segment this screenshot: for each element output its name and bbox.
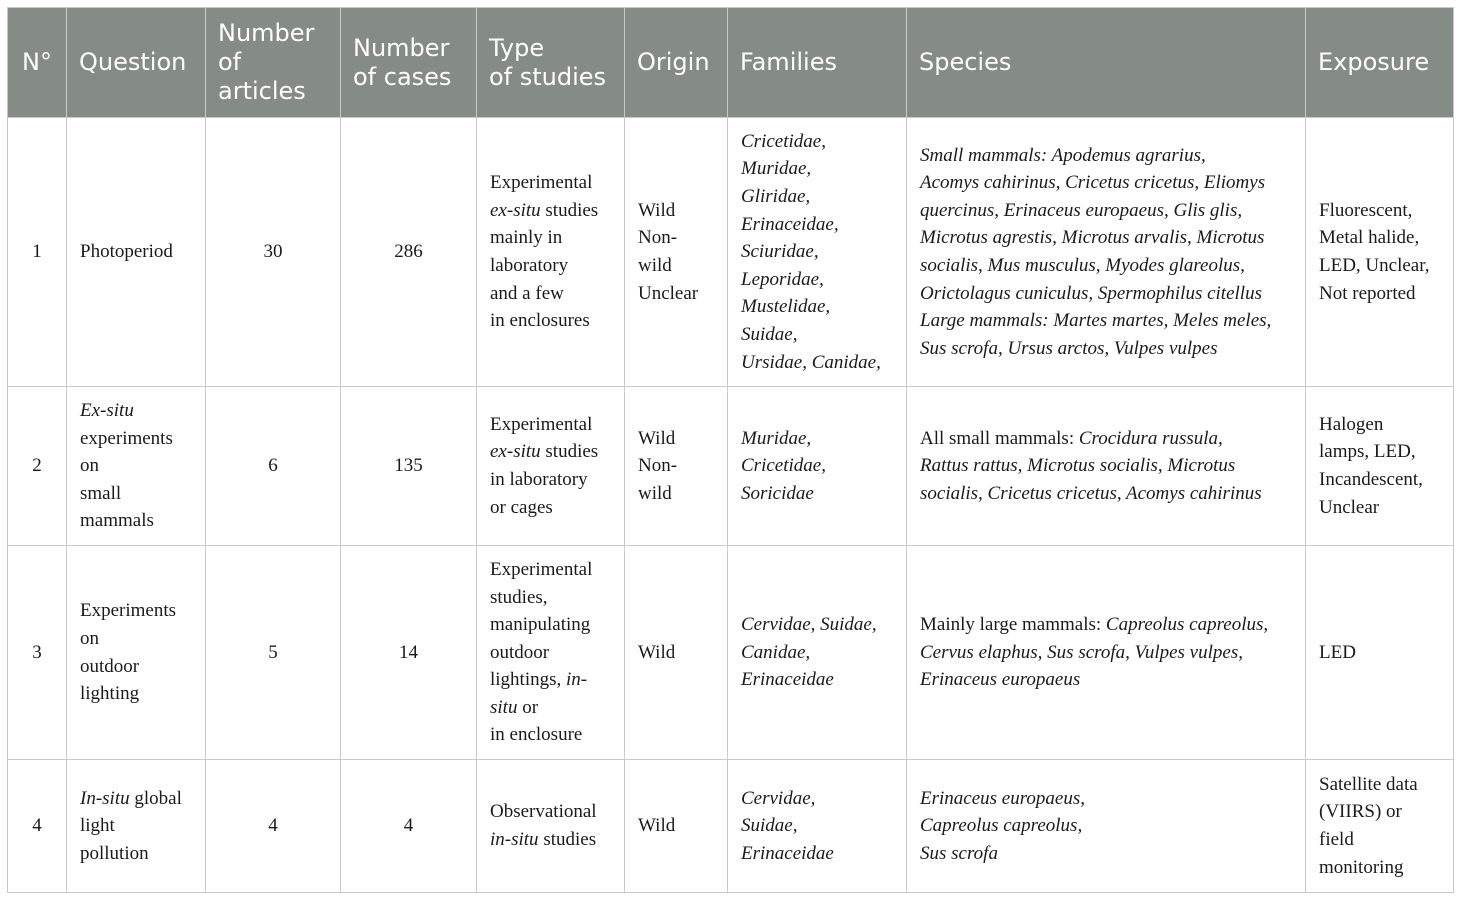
table-row bbox=[8, 546, 1454, 760]
text-run: Muridae, Cricetidae, Soricidae bbox=[741, 427, 826, 504]
text-run: Large mammals: bbox=[920, 310, 1054, 332]
text-run: Crocidura russula, Rattus rattus, Microtus socialis, Microtus socialis, Cricetus cricetus, Acomys cahirinus bbox=[920, 427, 1262, 504]
cell-articles: 30 bbox=[206, 118, 341, 387]
table-row bbox=[8, 118, 1454, 387]
cell-origin: Wild Non- wild bbox=[625, 387, 728, 546]
cell-origin: Wild bbox=[625, 760, 728, 893]
text-run: Capreolus capreolus, Cervus elaphus, Sus scrofa, Vulpes vulpes, Erinaceus europaeus bbox=[920, 614, 1269, 691]
cell-origin: Wild Non- wild Unclear bbox=[625, 118, 728, 387]
cell-number: 2 bbox=[8, 387, 67, 546]
cell-species bbox=[907, 546, 1306, 760]
cell-families bbox=[728, 118, 907, 387]
cell-species bbox=[907, 760, 1306, 893]
text-run: Mainly large mammals: bbox=[920, 614, 1106, 636]
header-articles: Number of articles bbox=[206, 8, 341, 118]
cell-exposure: LED bbox=[1306, 546, 1454, 760]
header-exposure: Exposure bbox=[1306, 8, 1454, 118]
cell-families bbox=[728, 760, 907, 893]
cell-type bbox=[477, 387, 625, 546]
text-run: Experimental bbox=[490, 413, 593, 435]
text-run: Experimental studies, manipulating outdoor lightings, bbox=[490, 558, 593, 691]
cell-question bbox=[67, 546, 206, 760]
text-run: Observational bbox=[490, 801, 597, 823]
cell-type bbox=[477, 546, 625, 760]
header-number: N° bbox=[8, 8, 67, 118]
cell-families bbox=[728, 387, 907, 546]
text-run: in- situ bbox=[490, 669, 588, 718]
cell-number: 4 bbox=[8, 760, 67, 893]
header-question: Question bbox=[67, 8, 206, 118]
cell-number: 3 bbox=[8, 546, 67, 760]
text-run: All small mammals: bbox=[920, 427, 1079, 449]
text-run: ex-situ bbox=[490, 199, 541, 221]
text-run: or in enclosure bbox=[490, 696, 583, 746]
text-run: Cricetidae, Muridae, Gliridae, Erinaceidae, Sciuridae, Leporidae, Mustelidae, Suidae, Ursidae, Canidae, bbox=[741, 130, 881, 373]
cell-cases: 4 bbox=[341, 760, 477, 893]
text-run: Photoperiod bbox=[80, 241, 173, 263]
text-run: Martes martes, Meles meles, Sus scrofa, Ursus arctos, Vulpes vulpes bbox=[920, 310, 1272, 359]
cell-question bbox=[67, 387, 206, 546]
cell-exposure: Halogen lamps, LED, Incandescent, Unclear bbox=[1306, 387, 1454, 546]
cell-type bbox=[477, 118, 625, 387]
header-type: Type of studies bbox=[477, 8, 625, 118]
cell-species bbox=[907, 118, 1306, 387]
table-body bbox=[8, 118, 1454, 893]
text-run: studies in laboratory or cages bbox=[490, 441, 599, 518]
cell-number: 1 bbox=[8, 118, 67, 387]
cell-species bbox=[907, 387, 1306, 546]
cell-families bbox=[728, 546, 907, 760]
text-run: Cervidae, Suidae, Canidae, Erinaceidae bbox=[741, 614, 877, 691]
header-families: Families bbox=[728, 8, 907, 118]
header-cases: Number of cases bbox=[341, 8, 477, 118]
text-run: in-situ bbox=[490, 829, 539, 850]
text-run: In-situ bbox=[80, 787, 130, 809]
text-run: Small mammals: bbox=[920, 144, 1052, 166]
cell-cases: 14 bbox=[341, 546, 477, 760]
cell-exposure: Fluorescent, Metal halide, LED, Unclear, Not reported bbox=[1306, 118, 1454, 387]
text-run: studies bbox=[538, 829, 597, 850]
text-run: studies mainly in laboratory and a few in enclosures bbox=[490, 199, 599, 332]
table-row bbox=[8, 760, 1454, 893]
header-origin: Origin bbox=[625, 8, 728, 118]
text-run: Experimental bbox=[490, 172, 593, 194]
cell-cases: 286 bbox=[341, 118, 477, 387]
text-run: Ex-situ bbox=[80, 400, 134, 422]
text-run: experiments on small mammals bbox=[80, 427, 173, 532]
text-run: global light pollution bbox=[80, 787, 182, 864]
cell-origin: Wild bbox=[625, 546, 728, 760]
table-row bbox=[8, 387, 1454, 546]
cell-question bbox=[67, 760, 206, 893]
cell-articles: 5 bbox=[206, 546, 341, 760]
data-table bbox=[7, 7, 1454, 893]
text-run: Cervidae, Suidae, Erinaceidae bbox=[741, 787, 834, 864]
header-species: Species bbox=[907, 8, 1306, 118]
text-run: Erinaceus europaeus, Capreolus capreolus, Sus scrofa bbox=[920, 787, 1085, 864]
cell-exposure: Satellite data (VIIRS) or field monitoring bbox=[1306, 760, 1454, 893]
cell-articles: 4 bbox=[206, 760, 341, 893]
text-run: ex-situ bbox=[490, 441, 541, 463]
cell-type bbox=[477, 760, 625, 893]
table-header-row bbox=[8, 8, 1454, 118]
cell-articles: 6 bbox=[206, 387, 341, 546]
text-run: Apodemus agrarius, Acomys cahirinus, Cricetus cricetus, Eliomys quercinus, Erinaceus europaeus, Glis glis, Microtus agrestis, Microtus arvalis, Microtus socialis, Mus musculus, Myodes glareolus, Orictolagus cuniculus, Spermophilus citellus bbox=[920, 144, 1266, 304]
text-run: Experiments on outdoor lighting bbox=[80, 600, 177, 705]
cell-question bbox=[67, 118, 206, 387]
cell-cases: 135 bbox=[341, 387, 477, 546]
